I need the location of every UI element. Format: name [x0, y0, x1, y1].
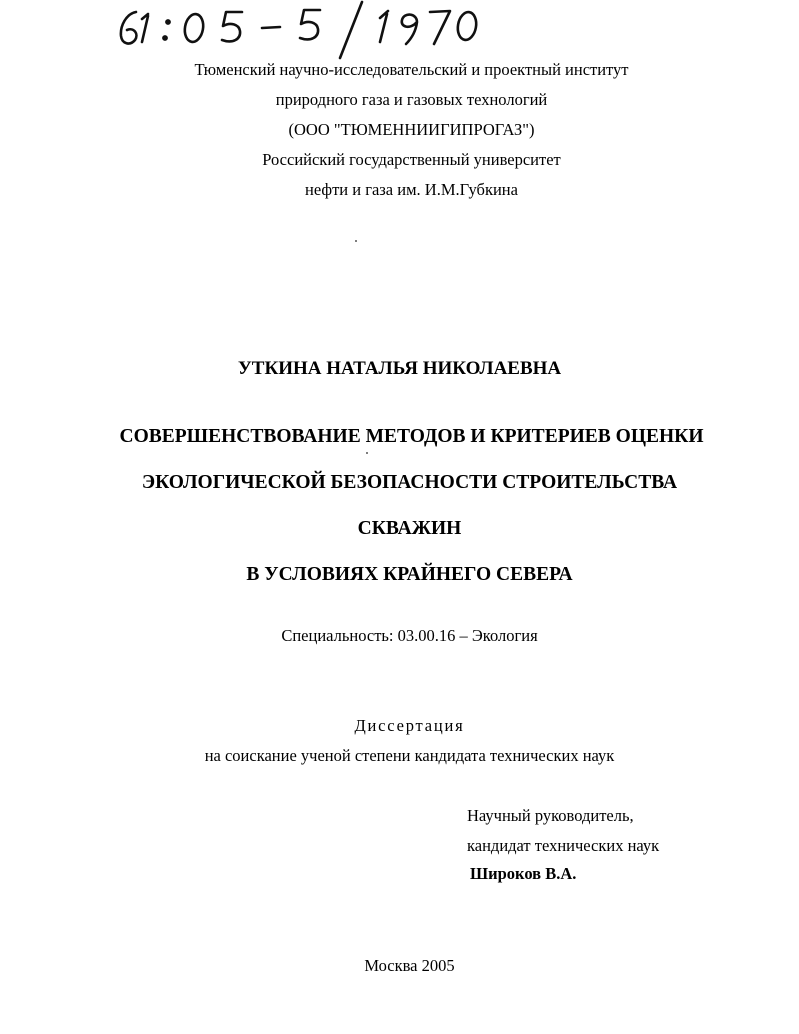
- institution-line-3: (ООО "ТЮМЕННИИГИПРОГАЗ"): [288, 120, 535, 139]
- title-line-4: В УСЛОВИЯХ КРАЙНЕГО СЕВЕРА: [246, 564, 573, 585]
- handwritten-archive-code: [112, 0, 492, 60]
- institution-line-5: нефти и газа им. И.М.Губкина: [305, 180, 518, 199]
- scan-speck: [355, 240, 357, 242]
- adviser-name: Широков В.А.: [470, 864, 577, 883]
- institution-line-1: Тюменский научно-исследовательский и проектный институт: [194, 60, 629, 79]
- dissertation-purpose: на соискание ученой степени кандидата технических наук: [204, 746, 615, 765]
- specialty: Специальность: 03.00.16 – Экология: [281, 626, 538, 645]
- institution-line-4: Российский государственный университет: [262, 150, 561, 169]
- adviser-role: Научный руководитель,: [467, 806, 634, 825]
- scan-speck: [366, 452, 368, 454]
- title-line-3: СКВАЖИН: [357, 518, 462, 539]
- title-line-2: ЭКОЛОГИЧЕСКОЙ БЕЗОПАСНОСТИ СТРОИТЕЛЬСТВА: [141, 472, 678, 493]
- title-line-1: СОВЕРШЕНСТВОВАНИЕ МЕТОДОВ И КРИТЕРИЕВ ОЦЕНКИ: [119, 426, 704, 447]
- adviser-degree: кандидат технических наук: [467, 836, 660, 855]
- institution-line-2: природного газа и газовых технологий: [275, 90, 548, 109]
- author-name: УТКИНА НАТАЛЬЯ НИКОЛАЕВНА: [237, 358, 562, 379]
- dissertation-label: Диссертация: [354, 716, 465, 735]
- city-year: Москва 2005: [364, 956, 455, 975]
